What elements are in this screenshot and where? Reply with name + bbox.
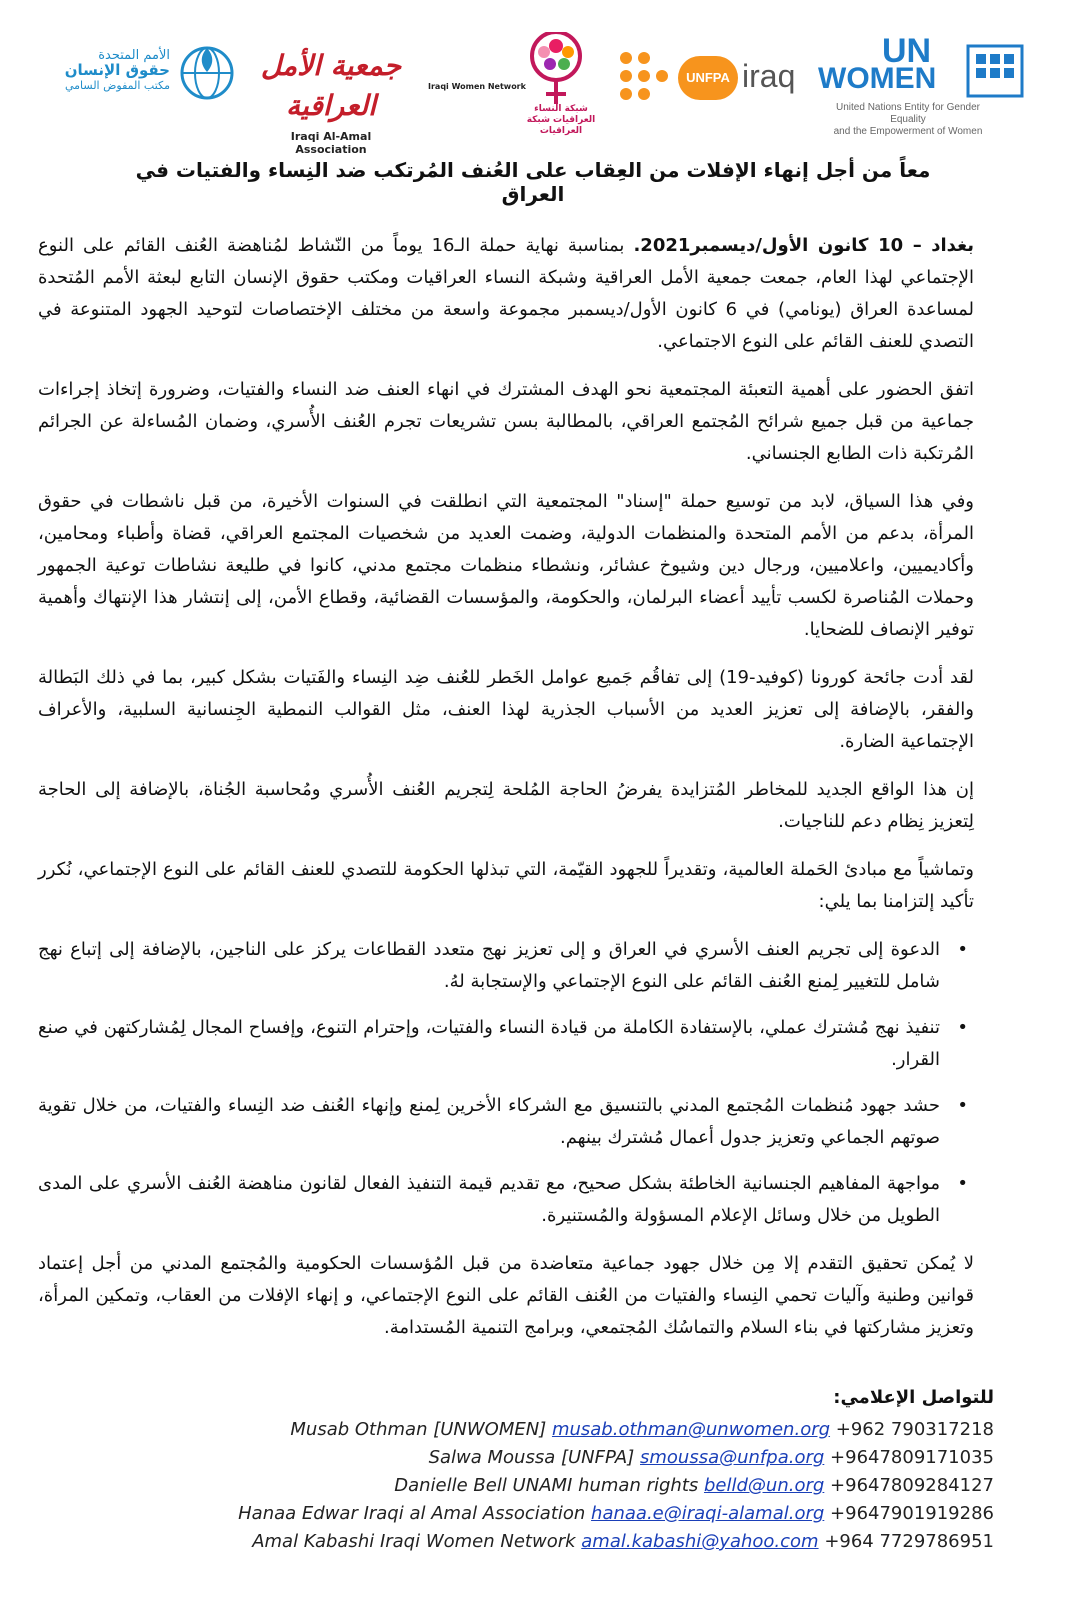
amal-logo — [256, 46, 406, 156]
document-body — [38, 230, 974, 1360]
unfpa-country: iraq — [742, 58, 796, 94]
paragraph-closing: لا يُمكن تحقيق التقدم إلا مِن خلال جهود جماعية متعاضدة من قبل المُؤسسات الحكومية والمُجتمع المدني من أجل إعتماد قوانين وطنية وآليات تحمي النِساء والفتيات من العُنف القائم على النوع الإجتماعي، و إنهاء الإفلات من العقاب، وتمكين المرأة، وتعزيز مشاركتها في بناء السلام والتماسُك المُجتمعي، وبرامج التنمية المُستدامة. — [38, 1253, 974, 1338]
paragraph-intro-text: بمناسبة نهاية حملة الـ16 يوماً من النّشاط لمُناهضة العُنف القائم على النوع الإجتماعي لهذا العام، جمعت جمعية الأمل العراقية وشبكة النساء العراقيات ومكتب حقوق الإنسان التابع لبعثة الأمم المُتحدة لمساعدة العراق (يونامي) في 6 كانون الأول/ديسمبر مجموعة واسعة من مختلف الإختصاصات لتوحيد الجهود المتنوعة في التصدي للعنف القائم على النوع الاجتماعي. — [38, 235, 974, 352]
document-title: معاً من أجل إنهاء الإفلات من العِقاب على العُنف المُرتكب ضد النِساء والفتيات في العراق — [135, 158, 931, 206]
unfpa-badge: UNFPA — [678, 56, 738, 100]
commitments-list — [38, 934, 974, 1232]
unwomen-subtitle-line1: United Nations Entity for Gender Equality — [836, 102, 980, 125]
list-item: • تنفيذ نهج مُشترك عملي، بالإستفادة الكاملة من قيادة النساء والفتيات، وإحترام التنوع، وإفساح المجال لِمُشاركتهن في صنع القرار. — [38, 1012, 940, 1076]
iwn-flower-icon — [516, 32, 596, 108]
amal-english-name: Iraqi Al-Amal Association — [290, 130, 372, 156]
amal-arabic-name: جمعية الأمل العراقية — [260, 49, 402, 122]
contact-email-link[interactable]: musab.othman@unwomen.org — [551, 1419, 831, 1440]
unwomen-word: WOMEN — [818, 62, 937, 95]
contact-email-link[interactable]: hanaa.e@iraqi-alamal.org — [591, 1503, 825, 1524]
contact-name: Musab Othman [UNWOMEN] — [290, 1419, 547, 1440]
contact-email-link[interactable]: amal.kabashi@yahoo.com — [581, 1531, 819, 1552]
logo-bar — [30, 28, 1036, 156]
contact-name: Amal Kabashi Iraqi Women Network — [252, 1531, 576, 1552]
contact-phone: +964 7729786951 — [824, 1531, 994, 1552]
unwomen-subtitle-line2: and the Empowerment of Women — [833, 126, 983, 137]
contact-name: Salwa Moussa [UNFPA] — [428, 1447, 635, 1468]
paragraph-3: وفي هذا السياق، لابد من توسيع حملة "إسناد" المجتمعية التي انطلقت في السنوات الأخيرة، من قبل ناشطات في حقوق المرأة، بدعم من الأمم المتحدة والمنظمات الدولية، وضمت العديد من شخصيات المجتمع العراقي، قضاة وأطباء ومحامين، وأكاديميين، واعلاميين، ورجال دين وشيوخ عشائر، ونشطاء منظمات مجتمع مدني، كانوا في طليعة نشاطات توعية الجمهور وحملات المُناصرة لكسب تأييد أعضاء البرلمان، والحكومة، والمؤسسات القضائية، وقطاع الأمن، إلى إنتشار هذا الإنتهاك وأهمية توفير الإنصاف للضحايا. — [38, 491, 974, 640]
paragraph-6: وتماشياً مع مبادئ الحَملة العالمية، وتقديراً للجهود القيّمة، التي تبذلها الحكومة للتصدي للعنف القائم على النوع الإجتماعي، نُكرر تأكيد إلتزامنا بما يلي: — [38, 859, 974, 912]
contact-row — [38, 1444, 994, 1472]
unwomen-emblem-icon — [966, 40, 1024, 100]
iwn-arabic-name: شبكة النساء العراقيات شبكة العراقيات — [526, 104, 596, 136]
contact-phone: +9647809284127 — [830, 1475, 994, 1496]
paragraph-5: إن هذا الواقع الجديد للمخاطر المُتزايدة يفرضُ الحاجة المُلحة لِتجريم العُنف الأُسري ومُحاسبة الجُناة، بالإضافة إلى الحاجة لِتعزيز نِظام دعم للناجيات. — [38, 779, 974, 832]
ohchr-arabic-text — [42, 48, 170, 93]
paragraph-intro — [38, 230, 974, 358]
dateline: بغداد – 10 كانون الأول/ديسمبر2021. — [633, 235, 974, 256]
contact-email-link[interactable]: belld@un.org — [703, 1475, 825, 1496]
unfpa-logo — [618, 50, 798, 120]
paragraph-4: لقد أدت جائحة كورونا (كوفيد-19) إلى تفاقُم جَميع عوامل الخَطر للعُنف ضِد النِساء والفَتيات بشكل كبير، بما في ذلك البَطالة والفقر، بالإضافة إلى تعزيز العديد من الأسباب الجذرية لهذا العنف، مثل القوالب النمطية الجِنسانية السلبية، والأعراف الإجتماعية الضارة. — [38, 667, 974, 752]
iwn-english-name: Iraqi Women Network — [428, 82, 526, 91]
contact-phone: +962 790317218 — [835, 1419, 994, 1440]
contact-name: Danielle Bell UNAMI human rights — [394, 1475, 699, 1496]
unwomen-subtitle — [818, 102, 998, 138]
contact-name: Hanaa Edwar Iraqi al Amal Association — [238, 1503, 586, 1524]
contact-row — [38, 1500, 994, 1528]
unwomen-logo — [818, 32, 1038, 137]
list-item: • الدعوة إلى تجريم العنف الأسري في العراق و إلى تعزيز نهج متعدد القطاعات يركز على الناجين، بالإضافة إلى إتباع نهج شامل للتغيير لِمنع العُنف القائم على النوع الإجتماعي والإستجابة لهُ. — [38, 934, 940, 998]
list-item: • حشد جهود مُنظمات المُجتمع المدني بالتنسيق مع الشركاء الأخرين لِمنع وإنهاء العُنف ضد النِساء والفتيات، من خلال تقوية صوتهم الجماعي وتعزيز جدول أعمال مُشترك بينهم. — [38, 1090, 940, 1154]
ohchr-line2: حقوق الإنسان — [64, 61, 170, 79]
contacts-header: للتواصل الإعلامي: — [833, 1387, 994, 1408]
contact-phone: +9647809171035 — [830, 1447, 994, 1468]
paragraph-2: اتفق الحضور على أهمية التعبئة المجتمعية نحو الهدف المشترك في انهاء العنف ضد النساء والفتيات، وضرورة إتخاذ إجراءات جماعية من قبل جميع شرائح المُجتمع العراقي، بالمطالبة بسن تشريعات تجرم العُنف الأُسري، وضمان المُساءلة عن الجرائم المُرتكبة ذات الطابع الجنساني. — [38, 379, 974, 464]
contact-row — [38, 1416, 994, 1444]
ohchr-line1: الأمم المتحدة — [98, 48, 170, 63]
ohchr-logo — [42, 42, 242, 122]
un-emblem-icon — [176, 42, 238, 104]
contact-row — [38, 1528, 994, 1556]
unfpa-dots-icon — [618, 50, 678, 110]
media-contacts — [38, 1384, 994, 1556]
ohchr-line3: مكتب المفوض السامي — [64, 79, 170, 92]
list-item: • مواجهة المفاهيم الجنسانية الخاطئة بشكل صحيح، مع تقديم قيمة التنفيذ الفعال لقانون مناهضة العُنف الأسري على المدى الطويل من خلال وسائل الإعلام المسؤولة والمُستنيرة. — [38, 1168, 940, 1232]
contact-phone: +9647901919286 — [830, 1503, 994, 1524]
iwn-logo — [428, 32, 608, 136]
unwomen-un-text: UN — [882, 32, 932, 70]
contact-row — [38, 1472, 994, 1500]
contact-email-link[interactable]: smoussa@unfpa.org — [640, 1447, 825, 1468]
